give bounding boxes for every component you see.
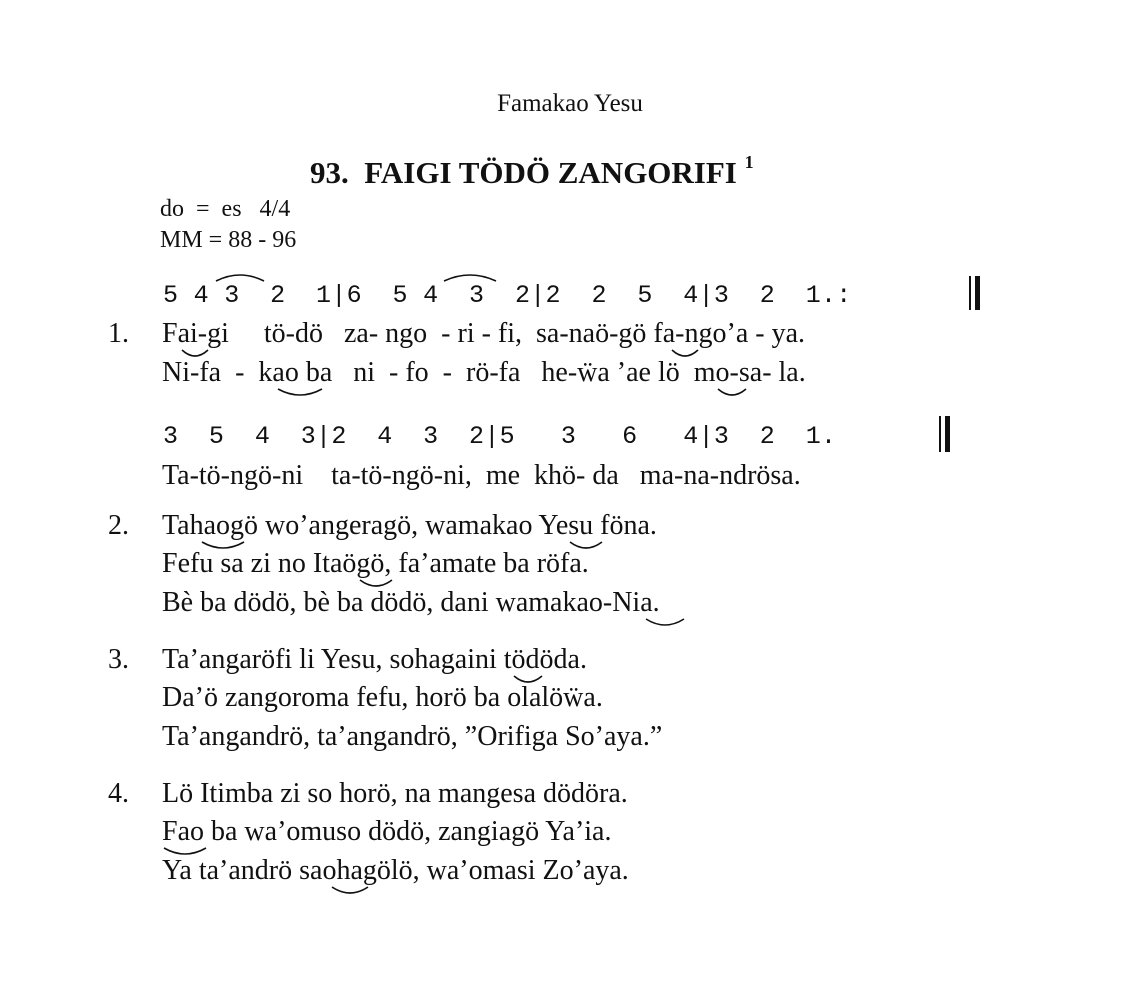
lyric-line: Ni-fa - kao ba ni - fo - rö-fa he-ẅa ’ae lö mo-sa- la. xyxy=(162,357,806,388)
lyric-line: Tahaogö wo’angeragö, wamakao Yesu föna. xyxy=(162,510,657,541)
lyric-line: Lö Itimba zi so horö, na mangesa dödöra. xyxy=(162,778,628,809)
liaison-arc xyxy=(330,885,370,897)
liaison-arc xyxy=(276,387,324,399)
lyric-line: Ta’angandrö, ta’angandrö, ”Orifiga So’aya.” xyxy=(162,721,663,752)
refrain-line: Ta-tö-ngö-ni ta-tö-ngö-ni, me khö- da ma-na-ndrösa. xyxy=(162,460,801,491)
song-title-text: 93. FAIGI TÖDÖ ZANGORIFI xyxy=(310,155,737,190)
liaison-arc xyxy=(644,617,686,629)
tempo-marking: MM = 88 - 96 xyxy=(160,227,297,253)
slur-arc xyxy=(214,271,266,283)
key-signature: do = es 4/4 xyxy=(160,196,291,222)
lyric-line: Bè ba dödö, bè ba dödö, dani wamakao-Nia. xyxy=(162,587,660,618)
notation-line-1: 5 4 3 2 1|6 5 4 3 2|2 2 5 4|3 2 1.: xyxy=(163,281,852,310)
final-barline-thick xyxy=(945,416,950,452)
final-barline-thin xyxy=(939,416,941,452)
lyric-line: Fao ba wa’omuso dödö, zangiagö Ya’ia. xyxy=(162,816,612,847)
page-header: Famakao Yesu xyxy=(497,90,643,117)
lyric-line: Fefu sa zi no Itaögö, fa’amate ba röfa. xyxy=(162,548,589,579)
footnote-marker: 1 xyxy=(744,151,754,172)
lyric-line: Fai-gi tö-dö za- ngo - ri - fi, sa-naö-gö fa-ngo’a - ya. xyxy=(162,318,806,349)
lyric-line: Da’ö zangoroma fefu, horö ba olalöẅa. xyxy=(162,682,603,713)
notation-line-2: 3 5 4 3|2 4 3 2|5 3 6 4|3 2 1. xyxy=(163,422,837,451)
song-title xyxy=(310,151,754,191)
verse-number-4: 4. xyxy=(108,778,129,809)
verse-number-3: 3. xyxy=(108,644,129,675)
repeat-barline-thin xyxy=(969,276,971,310)
verse-number-1: 1. xyxy=(108,318,129,349)
slur-arc xyxy=(442,271,498,283)
repeat-barline-thick xyxy=(975,276,980,310)
lyric-line: Ta’angaröfi li Yesu, sohagaini tödöda. xyxy=(162,644,587,675)
liaison-arc xyxy=(716,387,748,399)
verse-number-2: 2. xyxy=(108,510,129,541)
lyric-line: Ya ta’andrö saohagölö, wa’omasi Zo’aya. xyxy=(162,855,629,886)
